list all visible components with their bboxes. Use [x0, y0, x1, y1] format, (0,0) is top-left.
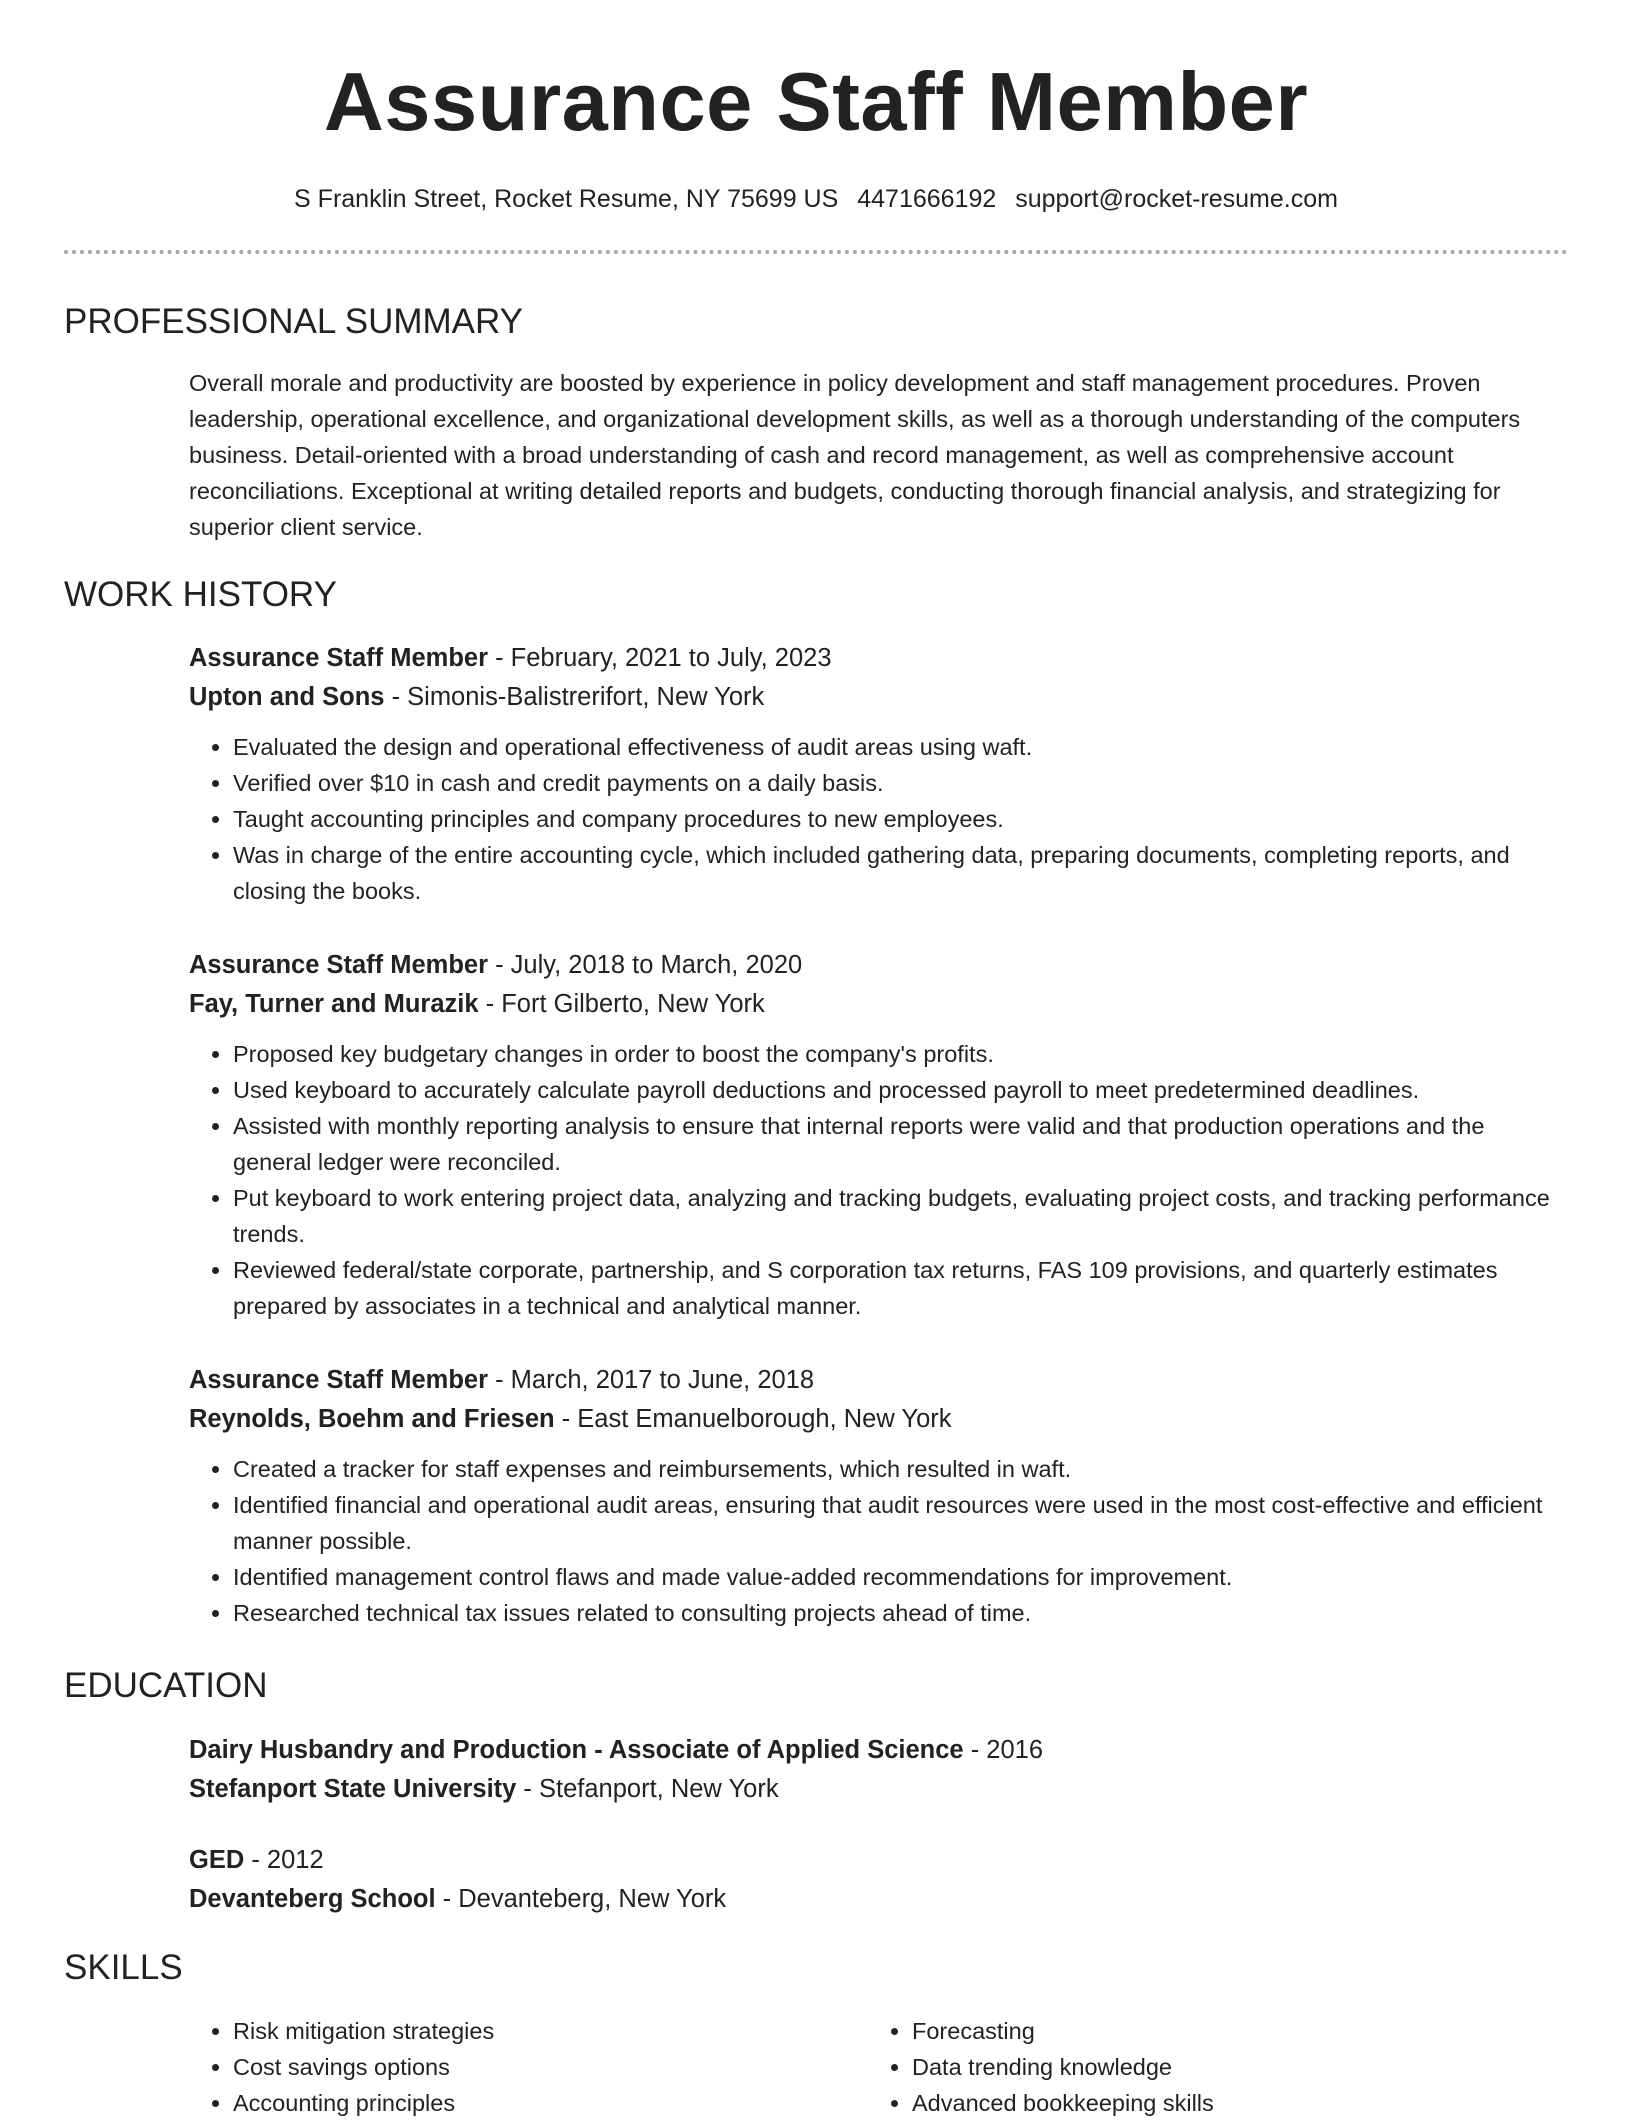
job-bullet: • Taught accounting principles and company procedures to new employees.: [233, 801, 1569, 837]
education-entry: [189, 1731, 1569, 1809]
job-bullet: • Used keyboard to accurately calculate payroll deductions and processed payroll to meet predetermined deadlines.: [233, 1072, 1569, 1108]
job-entry: [189, 1361, 1569, 1631]
education-degree: Dairy Husbandry and Production - Associate of Applied Science: [189, 1736, 964, 1764]
job-role: Assurance Staff Member: [189, 1366, 489, 1394]
job-company: Reynolds, Boehm and Friesen: [189, 1405, 555, 1433]
job-bullets: [189, 1036, 1569, 1324]
education-degree: GED: [189, 1846, 245, 1874]
education-degree-line: [189, 1841, 1569, 1880]
skill-item: • Data trending knowledge: [912, 2049, 1508, 2085]
job-company-line: [189, 985, 1569, 1024]
education-year: - 2012: [244, 1846, 324, 1874]
job-bullet: • Assisted with monthly reporting analysis to ensure that internal reports were valid and that production operations and the general ledger were reconciled.: [233, 1108, 1569, 1180]
summary-heading: PROFESSIONAL SUMMARY: [64, 302, 523, 341]
header-divider: [64, 250, 1568, 254]
contact-email[interactable]: support@rocket-resume.com: [1015, 185, 1338, 213]
skill-item: • Advanced bookkeeping skills: [912, 2085, 1508, 2121]
job-title-line: [189, 639, 1569, 678]
education-location: - Stefanport, New York: [516, 1775, 779, 1803]
skills-heading: SKILLS: [64, 1948, 183, 1987]
job-location: - Simonis-Balistrerifort, New York: [384, 683, 765, 711]
job-role: Assurance Staff Member: [189, 951, 489, 979]
summary-text: Overall morale and productivity are boosted by experience in policy development and staff management procedures. Proven leadership, operational excellence, and organizational development skills, as well as a thorough understanding of the computers business. Detail-oriented with a broad understanding of cash and record management, as well as comprehensive account reconciliations. Exceptional at writing detailed reports and budgets, conducting thorough financial analysis, and strategizing for superior client service.: [189, 370, 1521, 540]
job-title-line: [189, 1361, 1569, 1400]
job-title-line: [189, 946, 1569, 985]
skills-section: [189, 2013, 1569, 2116]
education-school-line: [189, 1770, 1569, 1809]
job-bullet: • Was in charge of the entire accounting cycle, which included gathering data, preparing documents, completing reports, and closing the books.: [233, 837, 1569, 909]
job-bullet: • Identified financial and operational audit areas, ensuring that audit resources were used in the most cost-effective and efficient manner possible.: [233, 1487, 1569, 1559]
job-bullet: • Evaluated the design and operational effectiveness of audit areas using waft.: [233, 729, 1569, 765]
candidate-name: Assurance Staff Member: [323, 55, 1309, 148]
job-bullet: • Put keyboard to work entering project data, analyzing and tracking budgets, evaluating project costs, and tracking performance trends.: [233, 1180, 1569, 1252]
education-school: Devanteberg School: [189, 1885, 436, 1913]
skills-list: [189, 2013, 829, 2121]
skill-item: • Forecasting: [912, 2013, 1508, 2049]
job-bullet: • Reviewed federal/state corporate, partnership, and S corporation tax returns, FAS 109 provisions, and quarterly estimates prepared by associates in a technical and analytical manner.: [233, 1252, 1569, 1324]
job-location: - Fort Gilberto, New York: [478, 990, 765, 1018]
job-bullet: • Verified over $10 in cash and credit payments on a daily basis.: [233, 765, 1569, 801]
job-role: Assurance Staff Member: [189, 644, 489, 672]
skills-list: [868, 2013, 1508, 2121]
job-location: - East Emanuelborough, New York: [554, 1405, 952, 1433]
job-bullet: • Researched technical tax issues related to consulting projects ahead of time.: [233, 1595, 1569, 1631]
contact-phone: 4471666192: [857, 185, 997, 213]
job-company: Fay, Turner and Murazik: [189, 990, 479, 1018]
job-bullet: • Created a tracker for staff expenses and reimbursements, which resulted in waft.: [233, 1451, 1569, 1487]
education-degree-line: [189, 1731, 1569, 1770]
job-dates: - July, 2018 to March, 2020: [488, 951, 803, 979]
contact-line: [0, 182, 1632, 216]
education-school: Stefanport State University: [189, 1775, 517, 1803]
skill-item: • Cost savings options: [233, 2049, 829, 2085]
job-bullets: [189, 729, 1569, 909]
contact-address: S Franklin Street, Rocket Resume, NY 75699 US: [294, 185, 839, 213]
skills-column-right: [868, 2013, 1508, 2121]
job-bullet: • Proposed key budgetary changes in order to boost the company's profits.: [233, 1036, 1569, 1072]
education-entry: [189, 1841, 1569, 1919]
job-dates: - February, 2021 to July, 2023: [488, 644, 832, 672]
job-bullets: [189, 1451, 1569, 1631]
skill-item: • Risk mitigation strategies: [233, 2013, 829, 2049]
job-bullet: • Identified management control flaws and made value-added recommendations for improvement.: [233, 1559, 1569, 1595]
education-location: - Devanteberg, New York: [435, 1885, 727, 1913]
summary-section: [189, 365, 1569, 545]
education-year: - 2016: [963, 1736, 1043, 1764]
education-school-line: [189, 1880, 1569, 1919]
job-dates: - March, 2017 to June, 2018: [488, 1366, 815, 1394]
job-company-line: [189, 678, 1569, 717]
job-company: Upton and Sons: [189, 683, 385, 711]
job-entry: [189, 946, 1569, 1324]
education-heading: EDUCATION: [64, 1666, 268, 1705]
skills-column-left: [189, 2013, 829, 2121]
job-entry: [189, 639, 1569, 909]
work-history-heading: WORK HISTORY: [64, 575, 337, 614]
job-company-line: [189, 1400, 1569, 1439]
skill-item: • Accounting principles: [233, 2085, 829, 2121]
